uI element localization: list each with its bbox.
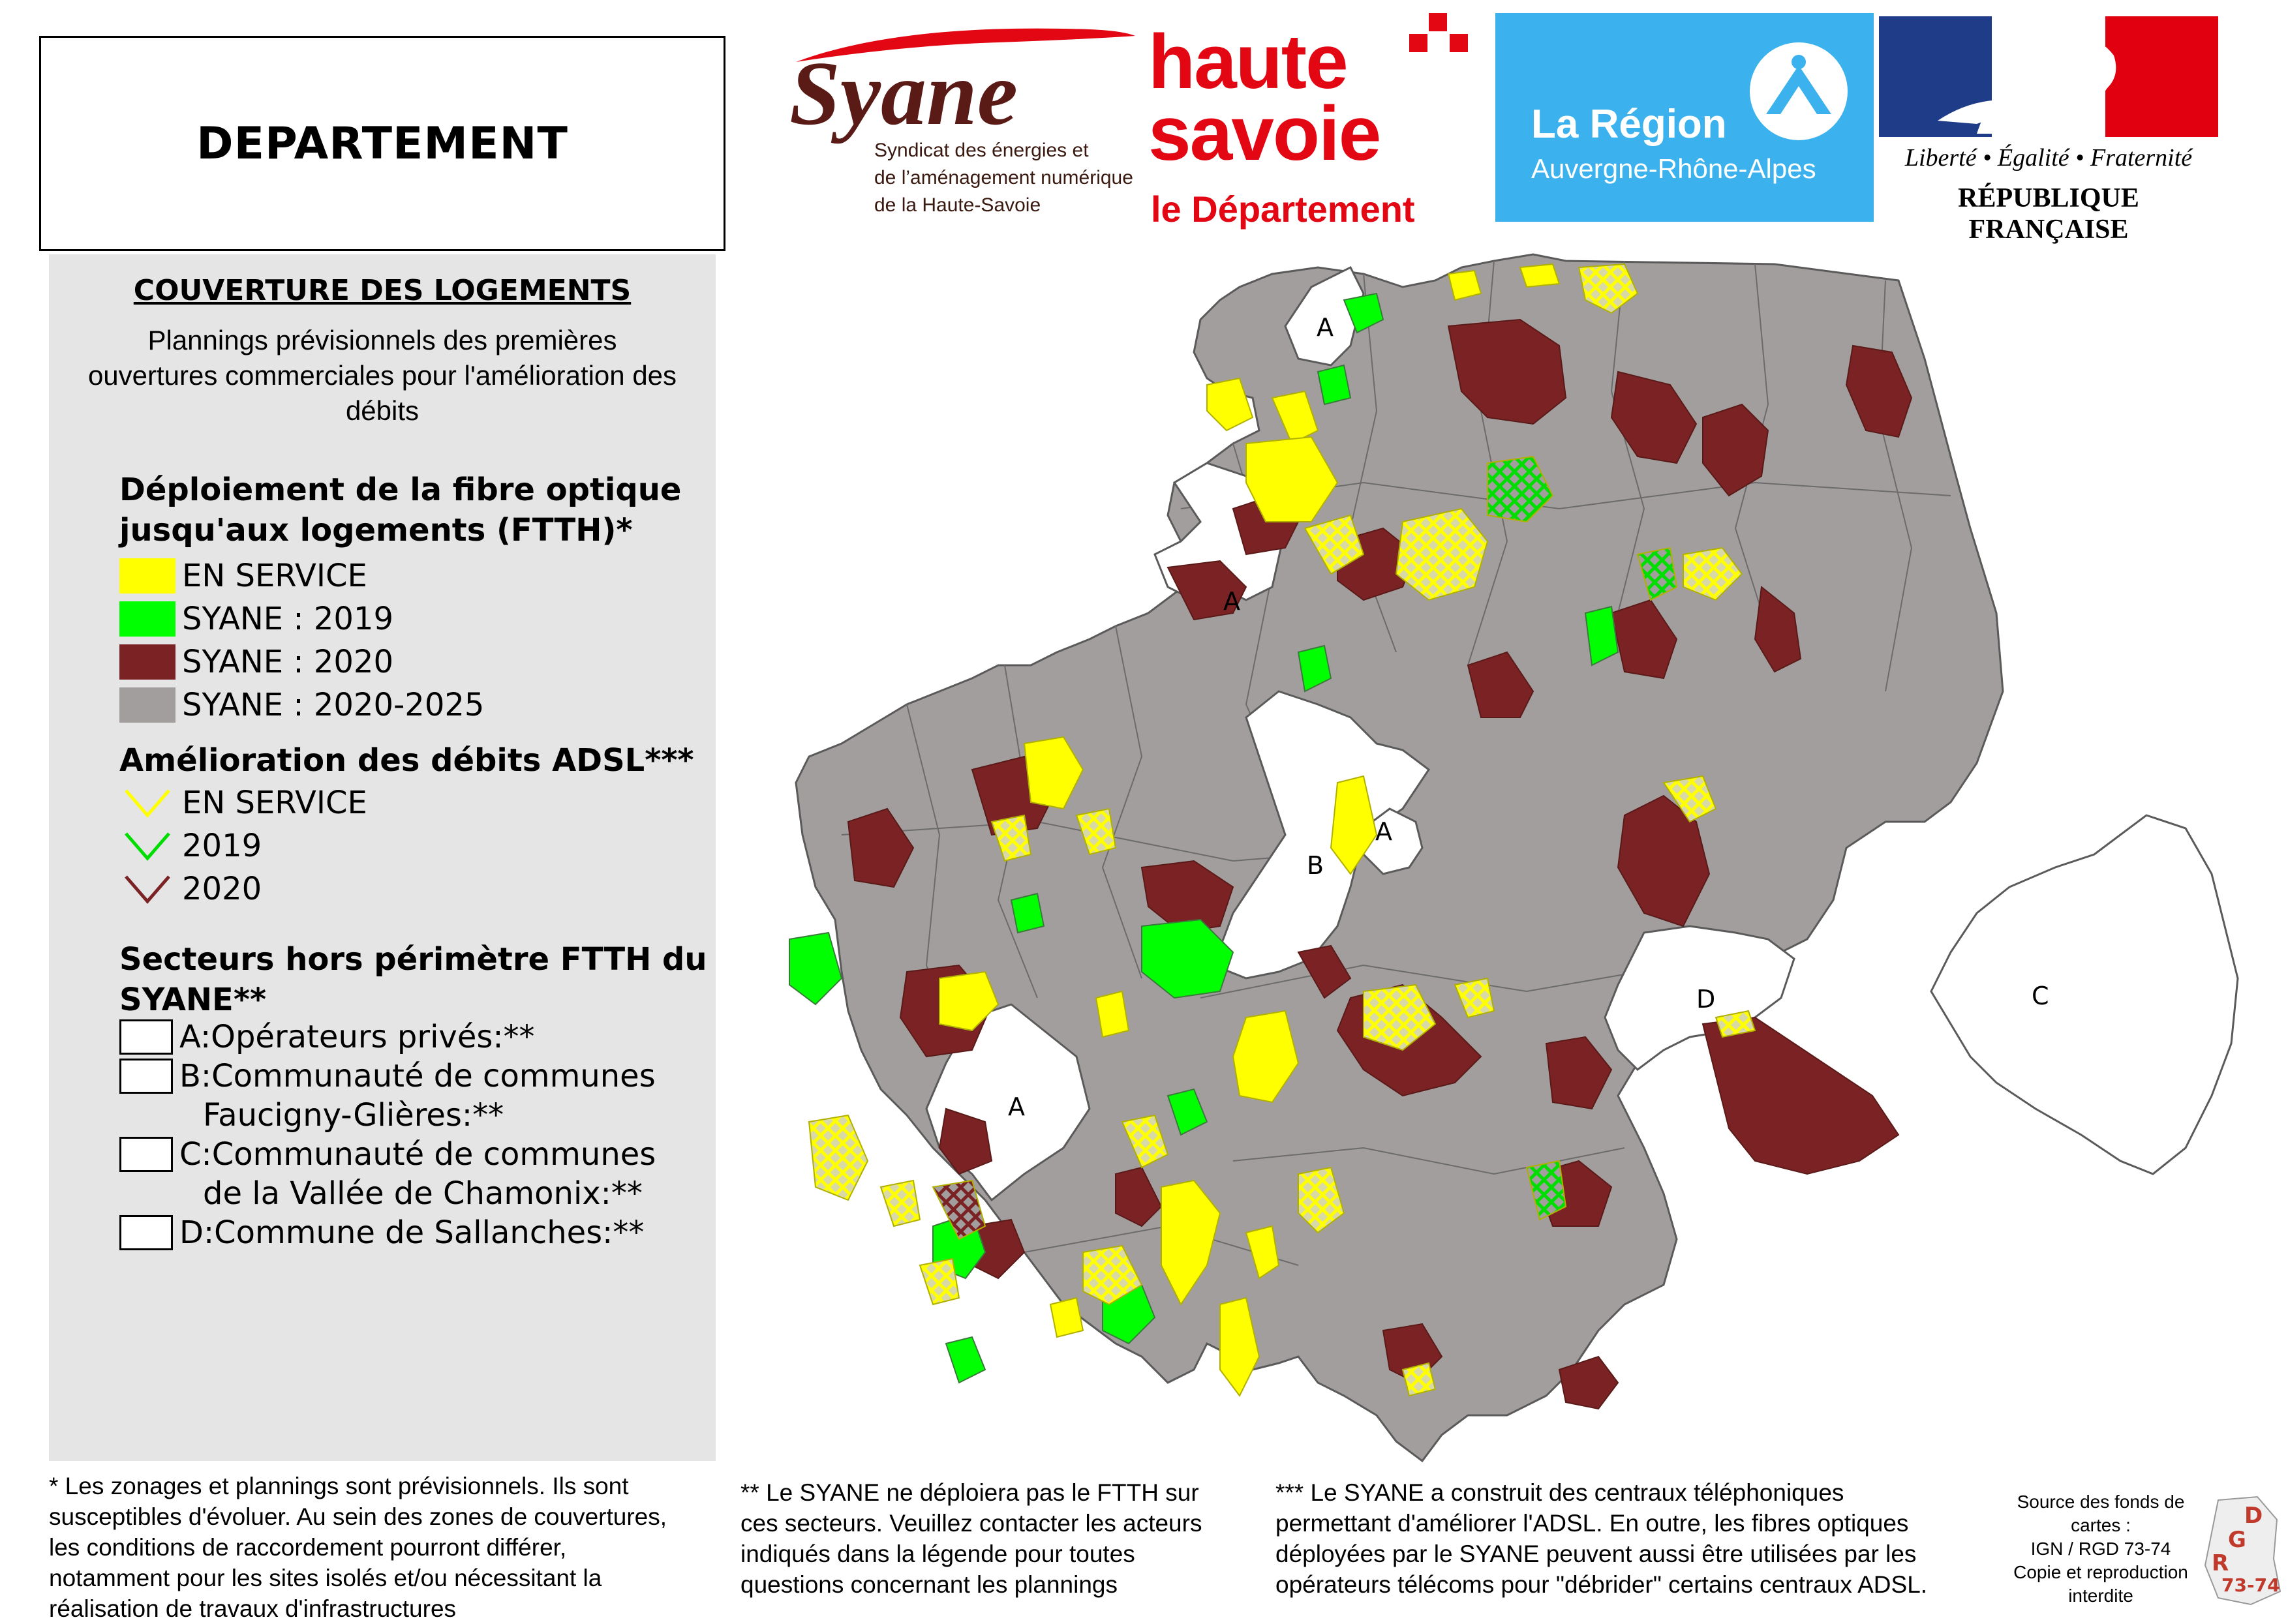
note-2 [740, 1477, 1236, 1600]
zone-c [1931, 815, 2238, 1174]
hors-title-1: Secteurs hors périmètre FTTH du [119, 941, 707, 978]
zone-label-b: B [1307, 851, 1324, 880]
stamp-letter: D [2244, 1503, 2263, 1529]
republique-motto: Liberté • Égalité • Fraternité [1904, 144, 2193, 172]
legend-panel [49, 254, 716, 1461]
adsl-label: 2019 [182, 828, 262, 864]
note-3-line: déployées par le SYANE peuvent aussi être utilisées par les [1275, 1541, 1917, 1567]
syane-tagline-2: de l’aménagement numérique [874, 167, 1133, 188]
source-block [1996, 1490, 2205, 1608]
adsl-legend-item [119, 867, 367, 910]
stamp-text: 73-74 [2221, 1574, 2280, 1596]
source-line: IGN / RGD 73-74 [2030, 1539, 2171, 1559]
republique-logo [1879, 16, 2218, 245]
note-1-line: notamment pour les sites isolés et/ou nécessitant la [49, 1565, 602, 1591]
hors-label: de la Vallée de Chamonix:** [203, 1175, 643, 1212]
hors-label: C:Communauté de communes [179, 1136, 656, 1173]
zone-label-a: A [1317, 313, 1334, 342]
marianne-flag-icon [1879, 16, 2218, 137]
legend-subheading-2: ouvertures commerciales pour l'amélioration des [87, 360, 677, 391]
hors-legend-item [119, 1213, 656, 1252]
adsl-title: Amélioration des débits ADSL*** [119, 742, 694, 779]
source-line: interdite [2068, 1586, 2133, 1606]
ftth-swatch-maroon [119, 644, 175, 680]
region-logo [1495, 13, 1874, 222]
ftth-legend-item [119, 684, 484, 727]
note-3 [1275, 1477, 1980, 1600]
zone-label-c: C [2032, 982, 2049, 1010]
departement-text: le Département [1151, 188, 1415, 230]
note-1-line: les conditions de raccordement pourront différer, [49, 1534, 567, 1561]
ftth-swatch-yellow [119, 558, 175, 594]
hors-label: A:Opérateurs privés:** [179, 1019, 535, 1055]
zone-label-a: A [1375, 817, 1392, 846]
hors-legend-item [119, 1135, 656, 1213]
republique-name: RÉPUBLIQUE FRANÇAISE [1958, 183, 2139, 245]
hors-label: B:Communauté de communes [179, 1058, 656, 1094]
ftth-legend-item [119, 640, 484, 684]
legend-heading: COUVERTURE DES LOGEMENTS [133, 274, 632, 307]
hors-legend-list [119, 1017, 656, 1252]
region-line1: La Région [1531, 102, 1727, 147]
cross-icon [1409, 13, 1468, 72]
hors-title-2: SYANE** [119, 982, 267, 1018]
note-2-line: ** Le SYANE ne déploiera pas le FTTH sur [740, 1479, 1199, 1506]
note-1-line: susceptibles d'évoluer. Au sein des zones de couvertures, [49, 1503, 667, 1530]
ftth-legend-list [119, 554, 484, 727]
note-2-line: ces secteurs. Veuillez contacter les acteurs [740, 1510, 1202, 1537]
hors-legend-item [119, 1057, 656, 1135]
ftth-label: SYANE : 2019 [182, 601, 393, 637]
zone-label-a: A [1223, 587, 1240, 616]
adsl-yellow-hatch-icon [119, 785, 175, 820]
adsl-legend-list [119, 781, 367, 910]
department-map [776, 248, 2251, 1474]
note-1-line: réalisation de travaux d'infrastructures [49, 1595, 457, 1622]
note-3-line: opérateurs télécoms pour "débrider" certains centraux ADSL. [1275, 1571, 1928, 1598]
note-1 [49, 1471, 734, 1624]
note-1-line: * Les zonages et plannings sont prévisionnels. Ils sont [49, 1473, 629, 1499]
savoie-text: savoie [1148, 91, 1380, 177]
zone-label-d: D [1696, 985, 1716, 1014]
source-line: cartes : [2071, 1515, 2131, 1535]
hors-legend-item [119, 1017, 656, 1057]
region-line2: Auvergne-Rhône-Alpes [1531, 153, 1816, 184]
adsl-maroon-hatch-icon [119, 871, 175, 907]
zone-label-a: A [1008, 1092, 1025, 1121]
note-3-line: *** Le SYANE a construit des centraux téléphoniques [1275, 1479, 1844, 1506]
syane-tagline-1: Syndicat des énergies et [874, 140, 1089, 161]
adsl-green-hatch-icon [119, 828, 175, 864]
adsl-legend-item [119, 781, 367, 824]
hors-swatch [119, 1019, 173, 1055]
region-mountain-icon [1747, 39, 1851, 143]
syane-logo [783, 16, 1148, 232]
stamp-letter: G [2228, 1527, 2246, 1553]
page-title: DEPARTEMENT [196, 117, 568, 170]
source-line: Source des fonds de [2017, 1492, 2185, 1512]
title-box [39, 36, 725, 251]
hors-swatch [119, 1137, 173, 1172]
ftth-legend-item [119, 597, 484, 640]
adsl-label: 2020 [182, 871, 262, 907]
ftth-label: EN SERVICE [182, 558, 367, 594]
ftth-title-1: Déploiement de la fibre optique [119, 472, 682, 508]
ftth-swatch-grey [119, 687, 175, 723]
source-line: Copie et reproduction [2013, 1562, 2188, 1582]
haute-text: haute [1148, 19, 1347, 105]
adsl-legend-item [119, 824, 367, 867]
note-2-line: questions concernant les plannings [740, 1571, 1118, 1598]
note-3-line: permettant d'améliorer l'ADSL. En outre, les fibres optiques [1275, 1510, 1909, 1537]
ftth-label: SYANE : 2020 [182, 644, 393, 680]
rgd-stamp [2199, 1494, 2283, 1608]
syane-tagline-3: de la Haute-Savoie [874, 194, 1041, 216]
note-2-line: indiqués dans la légende pour toutes [740, 1541, 1135, 1567]
stamp-letter: R [2212, 1550, 2229, 1576]
legend-subheading-1: Plannings prévisionnels des premières [147, 325, 617, 355]
adsl-label: EN SERVICE [182, 785, 367, 821]
ftth-legend-item [119, 554, 484, 597]
haute-savoie-logo [1148, 13, 1474, 228]
hors-swatch [119, 1215, 173, 1250]
ftth-swatch-green [119, 601, 175, 637]
ftth-label: SYANE : 2020-2025 [182, 687, 485, 723]
syane-wordmark: Syane [789, 43, 1018, 144]
ftth-title-2: jusqu'aux logements (FTTH)* [119, 512, 633, 549]
hors-label: D:Commune de Sallanches:** [179, 1214, 645, 1251]
legend-subheading-3: débits [345, 395, 419, 426]
hors-label: Faucigny-Glières:** [203, 1097, 504, 1134]
hors-swatch [119, 1059, 173, 1094]
